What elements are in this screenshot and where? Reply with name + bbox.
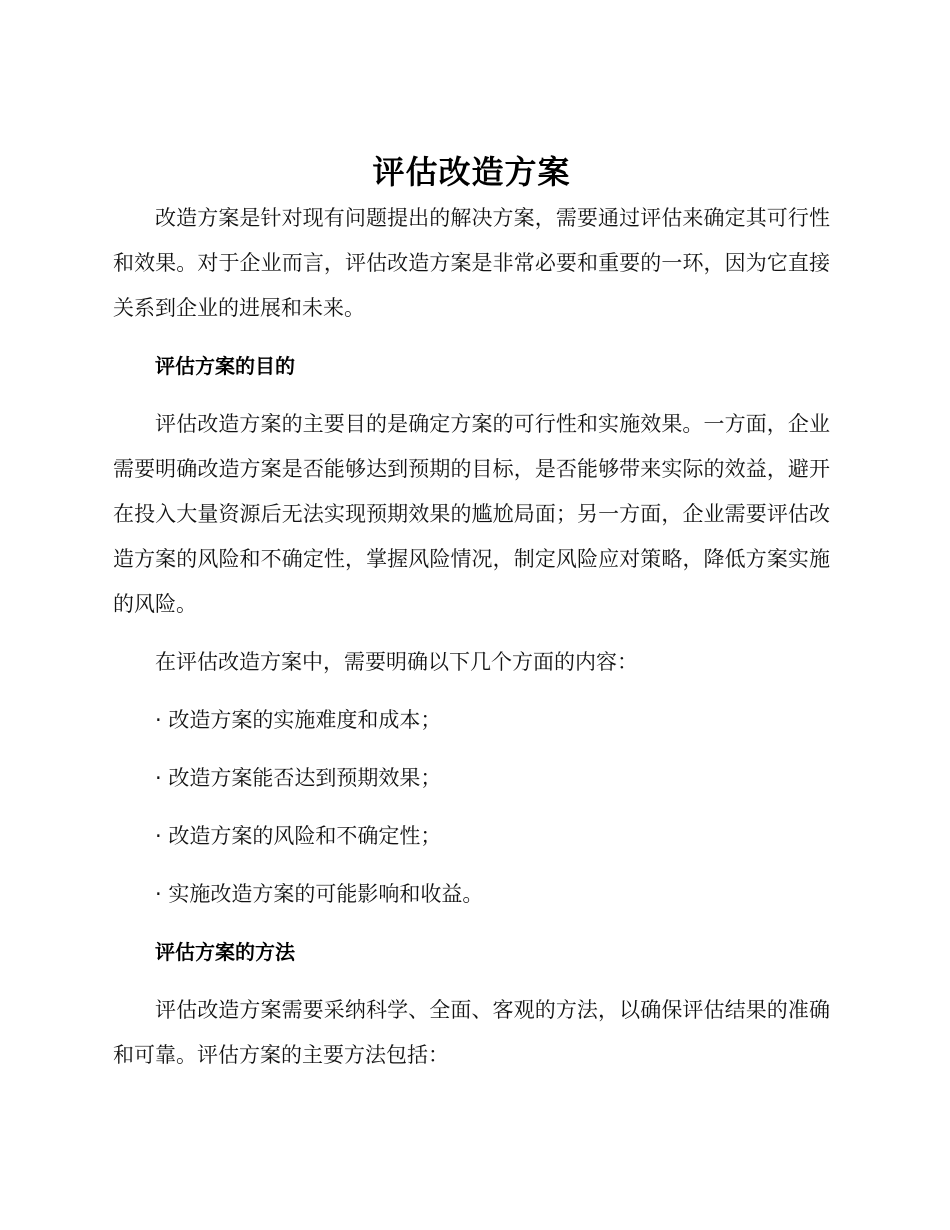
page-title: 评估改造方案	[372, 153, 571, 191]
list-item: · 改造方案的实施难度和成本；	[155, 708, 442, 732]
evaluation-content-list	[113, 698, 830, 917]
list-item: · 改造方案的风险和不确定性；	[155, 824, 442, 848]
section-heading-method: 评估方案的方法	[155, 940, 295, 964]
method-paragraph: 评估改造方案需要采纳科学、全面、客观的方法，以确保评估结果的准确和可靠。评估方案的主要方法包括：	[113, 998, 830, 1067]
list-intro-paragraph: 在评估改造方案中，需要明确以下几个方面的内容：	[155, 650, 638, 674]
section-heading-purpose: 评估方案的目的	[155, 354, 295, 378]
purpose-paragraph: 评估改造方案的主要目的是确定方案的可行性和实施效果。一方面，企业需要明确改造方案是否能够达到预期的目标，是否能够带来实际的效益，避开在投入大量资源后无法实现预期效果的尴尬局面；另一方面，企业需要评估改造方案的风险和不确定性，掌握风险情况，制定风险应对策略，降低方案实施的风险。	[113, 412, 830, 616]
document-body	[113, 150, 830, 1078]
intro-paragraph: 改造方案是针对现有问题提出的解决方案，需要通过评估来确定其可行性和效果。对于企业而言，评估改造方案是非常必要和重要的一环，因为它直接关系到企业的进展和未来。	[113, 206, 830, 320]
list-item: · 改造方案能否达到预期效果；	[155, 766, 442, 790]
list-item: · 实施改造方案的可能影响和收益。	[155, 882, 484, 906]
